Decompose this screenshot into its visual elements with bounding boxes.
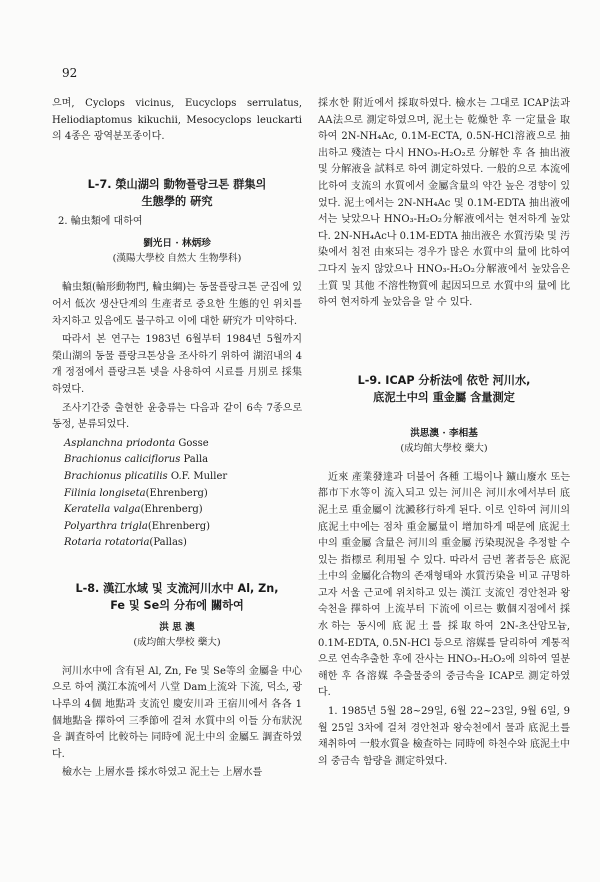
species-item: Rotaria rotatoria(Pallas) [64,537,187,549]
l8-affiliation: (成均館大學校 藥大) [133,636,221,648]
l7-author: 劉光日 · 林炳珍 [143,238,211,250]
species-item: Filinia longiseta(Ehrenberg) [64,487,208,499]
species-item: Brachionus plicatilis O.F. Muller [64,470,228,482]
page-number: 92 [62,66,78,80]
right-column [318,96,570,772]
l8-heading-line2: Fe 및 Se의 分布에 關하여 [110,598,244,612]
l9-author: 洪思澳 · 李相基 [410,427,478,439]
l7-heading-line2: 生態學的 硏究 [141,194,213,208]
l8-heading-line1: L-8. 漢江水域 및 支流河川水中 Al, Zn, [75,581,279,595]
l9-affiliation: (成均館大學校 藥大) [400,442,488,454]
l7-affiliation: (漢陽大學校 自然大 生物學科) [112,253,242,265]
species-item: Polyarthra trigla(Ehrenberg) [64,520,211,532]
left-column [52,96,302,784]
l9-heading-line2: 底泥土中의 重金屬 含量測定 [373,390,515,404]
species-item: Asplanchna priodonta Gosse [64,437,209,449]
species-item: Brachionus caliciflorus Palla [64,454,209,466]
l7-paragraph-1: 輪虫類(輪形動物門, 輪虫綱)는 동물플랑크톤 군집에 있어서 低次 생산단계의 生產者로 중요한 生態的인 위치를 차지하고 있음에도 불구하고 이에 대한 硏究가 미약하다. [52,282,302,327]
l8-paragraph-1: 河川水中에 含有된 Al, Zn, Fe 및 Se等의 金屬을 中心으로 하여 漢江本流에서 八堂 Dam上流와 下流, 덕소, 광나루의 4個 地點과 支流인 慶安川과 王宿川에서 各各 1個地點을 擇하여 三季節에 걸쳐 水質中의 이들 分布狀況을 調査하여 比較하는 同時에 泥土中의 金屬도 調査하였다. [52,665,302,760]
l8-paragraph-2: 檢水는 上層水를 採水하였고 泥土는 上層水를 [62,767,263,779]
species-item: Keratella valga(Ehrenberg) [64,504,203,516]
l8-author: 洪 思 澳 [159,621,195,633]
l8-continuation: 採水한 附近에서 採取하였다. 檢水는 그대로 ICAP法과 AA法으로 測定하였으며, 泥土는 乾燥한 후 一定量을 取하여 2N-NH₄Ac, 0.1M-ECTA, 0.5N-HCl溶液으로 抽出하고 殘渣는 다시 HNO₃-H₂O₂로 分解한 후 各 抽出液 및 分解液을 試料로 하여 測定하였다. 一般的으로 本流에 比하여 支流의 水質에서 金屬含量의 약간 높은 경향이 있었다. 泥土에서는 2N-NH₄Ac 및 0.1M-EDTA 抽出液에서는 낮았으나 HNO₃-H₂O₂分解液에서는 현저하게 높았다. 2N-NH₄Ac나 0.1M-EDTA 抽出液은 水質汚染 및 汚染에서 침전 由來되는 경우가 많은 水質中의 量에 比하여 그다지 높지 않았으나 HNO₃-H₂O₂分解液에서 높았음은 土質 및 其他 不溶性物質에 起因되므로 水質中의 量에 比하여 현저하게 높았음을 알 수 있다. [318,98,570,309]
l7-paragraph-3: 조사기간중 출현한 윤충류는 다음과 같이 6속 7종으로 동정, 분류되었다. [52,402,302,431]
l7-subheading: 2. 輪虫類에 대하여 [58,215,143,227]
section-l7 [52,176,302,552]
section-l8 [52,580,302,782]
intro-paragraph: 으며, Cyclops vicinus, Eucyclops serrulatus, Heliodiaptomus kikuchii, Mesocyclops leuckarti의 4종은 광역분포종이다. [52,98,302,143]
l9-paragraph-1: 近來 產業發達과 더불어 各種 工場이나 鑛山廢水 또는 都市下水等이 流入되고 있는 河川은 河川水에서부터 底泥土로 重金屬이 沈澱移行하게 된다. 이로 인하여 河川의 底泥土中에는 점차 重金屬量이 增加하게 때문에 底泥土中의 重金屬 含量은 河川의 重金屬 汚染現況을 추정할 수 있는 指標로 利用될 수 있다. 따라서 금번 著者등은 底泥土中의 金屬化合物의 존재형태와 水質汚染을 비교 규명하고자 서울 근교에 위치하고 있는 漢江 支流인 경안천과 왕숙천을 擇하여 上流부터 下流에 이르는 數個지점에서 採水하는 동시에 底泥土를 採取하여 2N-초산암모늄, 0.1M-EDTA, 0.5N-HCl 등으로 溶媒를 달리하여 계통적으로 연속추출한 후에 잔사는 HNO₃-H₂O₂에 의하여 열분해한 후 各溶媒 추출물중의 중금속을 ICAP로 測定하였다. [318,471,570,699]
species-list [52,436,302,552]
l7-heading-line1: L-7. 榮山湖의 動物플랑크톤 群集의 [87,177,267,191]
l9-paragraph-2: 1. 1985년 5월 28~29일, 6월 22~23일, 9월 6일, 9월 25일 3차에 걸쳐 경안천과 왕숙천에서 물과 底泥土를 채취하여 一般水質을 檢查하는 同時에 하천수와 底泥土中의 중금속 함량을 測定하였다. [318,706,570,767]
section-l9 [318,372,570,771]
l9-heading-line1: L-9. ICAP 分析法에 依한 河川水, [357,373,531,387]
l7-paragraph-2: 따라서 본 연구는 1983년 6월부터 1984년 5월까지 榮山湖의 동물 플랑크톤상을 조사하기 위하여 湖沼내의 4개 정점에서 플랑크톤 넷을 사용하여 시료를 月別로 採集하였다. [52,334,302,395]
